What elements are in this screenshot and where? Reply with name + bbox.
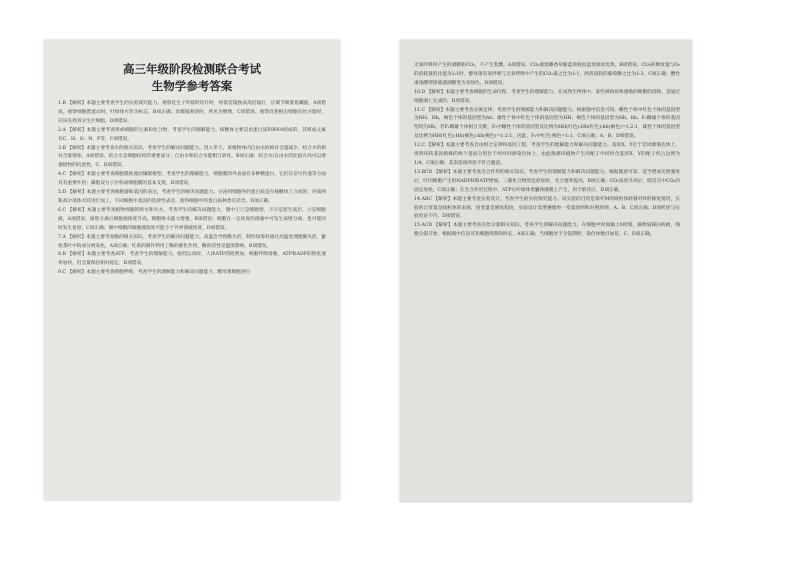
answer-item-15: 15.ACD 【解析】本题主要考查有丝分裂相关知识，考查学生的解决问题能力。在细胞中时间轴上0时刻，核物质移向两极，细胞分裂开始，根据图中信息可知细胞周期的时长，A项正确；当细胞处于分裂期时，染色体数目加倍，C、D项正确。 [414,223,680,238]
answer-item-14: 14.ABC 【解析】本题主要考查实验设计，考查学生的实验探究能力。该实验的目的是探究M的线粒体转移对N的修复情况，实验的自变量是线粒体的来源，因变量是修复程度，实验设计需要遵循单一变量原则和对照原则，A、B、C项正确；D项所述与实验结论不符，D项错误。 [414,196,680,220]
answer-item-11: 11.C 【解析】本题主要考查分离定律，考查学生的理解能力和解决问题能力。根据题中信息可知，雌性个体中红色个体的基因型为HH、Hh，褐色个体的基因型为hh；雄性个体中红色个体的基因型为HH，褐色个体的基因型为Hh、hh。F₁雌雄个体的基因型均为Hh，若F₁雌雄个体相互交配，F₂中雌性个体的基因型及比例为HH(红色):Hh(红色):hh(褐色)=1:2:1，雄性个体的基因型及比例为HH(红色):Hh(褐色):hh(褐色)=1:2:1，因此，F₂中红色:褐色=1:1，C项正确；A、B、D项错误。 [414,107,680,140]
answer-item-7: 7.A 【解析】本题主要考查酶的相关知识，考查学生的解决问题能力。高温会导致酶失活，制作绿茶时通过高温处理使酶失活，避免茶叶中的成分被氧化，A项正确；红茶的制作利用了酶的催化作用，酶的活性受温度影响，B项错误。 [58,234,326,249]
answer-item-1: 1.B 【解析】本题主要考查学生的实验探究能力。观察花生子叶临时切片时，将低倍镜换成高倍镜后，应调节细准焦螺旋，A项错误。观察细胞質流动时，叶绿体可作为标志，B项正确；显微镜观察时，所见为倒像，C项错误。观察洋葱根尖细胞有丝分裂时，应该先找到分生区细胞，D项错误。 [58,101,326,124]
answer-item-4: 4.C 【解析】本题主要考查细胞膜的流动镶嵌模型，考查学生的理解能力。细胞膜的外表面有多种糖蛋白，它们在信号传递等方面具有重要作用；磷脂双分子层构成细胞膜的基本支架，D项错误。 [58,172,326,187]
answer-item-9: 9.C 【解析】本题主要考查细胞呼吸，考查学生的理解能力和解决问题能力。酵母菌细胞进行 [58,270,251,276]
answer-item-9-continued: 无氧呼吸时产生的酒精和CO₂，不产生乳酸，A项错误。CO₂使溴麝香草酚蓝溶液由蓝变绿再变黄，B项错误。CO₂的释放量与O₂的消耗量的比值为2:1时，酵母菌有氧呼吸与无氧呼吸中产生的CO₂量之比为1:1，两者消耗的葡萄糖之比为1:3，C项正确；酸性重铬酸钾溶液遇酒精变为灰绿色，D项错误。 [414,63,680,86]
document-subtitle: 生物学参考答案 [151,79,233,93]
answer-sheet-page-2 [400,40,692,502]
answer-item-5: 5.D 【解析】本题主要考查细胞器和基因的表达，考查学生的解决问题能力。分泌到细胞外的蛋白质是在核糖体上合成的，内质网和高尔基体对其进行加工，不同细胞中基因的选择性表达，使得细胞中的蛋白质种类有差异，D项正确。 [58,190,326,204]
answer-sheet-page-1 [44,40,340,500]
answer-item-13: 13.BCD 【解析】本题主要考查光合作用的相关知识，考查学生的理解能力和解决问题能力。根据题意可知，适当增加光照强度后，叶肉细胞产生的NADPH和ATP增加，三碳化合物的还原加快，光合速率提高，B项正确；CO₂浓度升高后，暗反应中CO₂的固定加快，C项正确；在光合作用过程中，ATP在叶绿体类囊体薄膜上产生，用于暗反应，D项正确。 [414,169,680,193]
answer-item-6: 6.C 【解析】本题主要考查植物细胞的吸水和失水，考查学生的解决问题能力。图中①②是细胞壁，③④是原生质层，⑤是细胞液，A项错误。质壁分离后细胞液浓度升高，细胞吸水能力增强，B项错误；细胞在一定浓度的溶液中可发生质壁分离，也可能同时发生复原，C项正确；图中细胞的细胞液浓度可能小于外界溶液浓度，D项错误。 [58,207,326,231]
answer-item-12: 12.C 【解析】本题主要考查自由组合定律和基因工程，考查学生的理解能力和解决问题能力。基因X、Y位于非同源染色体上，说明该转基因植株的两个基因分别位于两对同源染色体上，由此推测该植物产生的配子中同时含基因X、Y的配子所占比例为1/4，C项正确；其余选项所述不符合题意。 [414,143,680,166]
answer-item-2: 2.A 【解析】本题主要考查组成细胞的元素和化合物，考查学生的理解能力。核糖体主要是由蛋白质和RNA组成的，其组成元素有C、H、O、N、P等，C项错误。 [58,127,326,142]
answer-item-3: 3.B 【解析】本题主要考查水的相关知识，考查学生的解决问题能力。进入冬天，该植物体内自由水的相对含量减少，结合水的相对含量增加，A项错误。结合水是细胞结构的重要成分；自由水和结合水能相互转化，B项正确；结合水/自由水的比值升高可以增强植物的抗逆性，C、D项错误。 [58,145,326,169]
document-title: 高三年级阶段检测联合考试 [123,62,261,76]
answer-item-10: 10.D 【解析】本题主要考查细胞的生命历程，考查学生的理解能力。在成熟生物体中，某些被病原体感染的细胞的清除，是通过细胞凋亡完成的，D项错误。 [414,89,680,104]
answer-item-8: 8.B 【解析】本题主要考查ATP，考查学生的理解能力。剧烈运动时，人体ATP消耗增加，细胞呼吸增强，ATP和ADP的转化速率加快，但含量保持相对稳定，B项错误。 [58,252,326,267]
